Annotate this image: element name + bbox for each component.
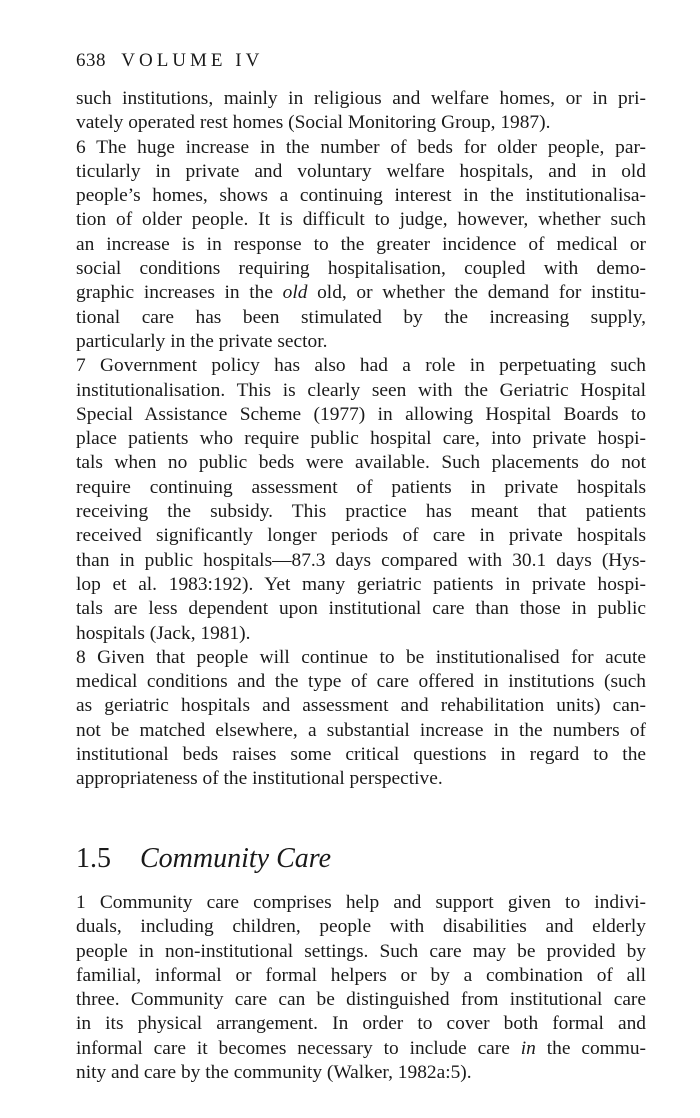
text-line: people’s homes, shows a continuing interest in the institutionalisa- [76, 185, 646, 207]
text-line: as geriatric hospitals and assessment and rehabilitation units) can- [76, 695, 646, 717]
text-line: vately operated rest homes (Social Monitoring Group, 1987). [76, 112, 551, 134]
text-segment: graphic increases in the [76, 282, 283, 304]
paragraph-1 [76, 891, 646, 1085]
text-line: ticularly in private and voluntary welfare hospitals, and in old [76, 160, 646, 182]
text-line: 1 Community care comprises help and support given to indivi- [76, 892, 646, 913]
text-line: not be matched elsewhere, a substantial increase in the numbers of [76, 719, 646, 741]
text-line: tion of older people. It is difficult to judge, however, whether such [76, 209, 646, 231]
section-body [76, 891, 646, 1085]
text-line: 7 Government policy has also had a role in perpetuating such [76, 355, 646, 377]
text-line: an increase is in response to the greater incidence of medical or [76, 233, 646, 255]
text-line: appropriateness of the institutional perspective. [76, 768, 443, 790]
text-line: duals, including children, people with disabilities and elderly [76, 916, 646, 938]
text-line: receiving the subsidy. This practice has meant that patients [76, 501, 646, 523]
paragraph-8 [76, 646, 646, 792]
text-line: nity and care by the community (Walker, 1982a:5). [76, 1062, 472, 1084]
text-line-mixed [76, 1037, 646, 1061]
italic-emphasis: in [520, 1037, 536, 1059]
text-line: institutionalisation. This is clearly seen with the Geriatric Hospital [76, 379, 646, 401]
text-segment: informal care it becomes necessary to include care [76, 1037, 521, 1059]
text-line: in its physical arrangement. In order to cover both formal and [76, 1013, 646, 1035]
section-number: 1.5 [76, 843, 111, 874]
text-line: 6 The huge increase in the number of beds for older people, par- [76, 136, 646, 158]
section-heading [76, 843, 331, 875]
text-line: institutional beds raises some critical questions in regard to the [76, 744, 646, 766]
page-number: 638 [76, 50, 106, 71]
paragraph-7 [76, 354, 646, 646]
text-line-mixed [76, 281, 646, 305]
text-line: lop et al. 1983:192). Yet many geriatric patients in private hospi- [76, 573, 646, 595]
text-line: tals when no public beds were available. Such placements do not [76, 452, 646, 474]
text-line: three. Community care can be distinguished from institutional care [76, 989, 646, 1011]
text-line: than in public hospitals—87.3 days compared with 30.1 days (Hys- [76, 549, 646, 571]
text-line: 8 Given that people will continue to be institutionalised for acute [76, 646, 646, 668]
text-line: require continuing assessment of patients in private hospitals [76, 476, 646, 498]
text-line: such institutions, mainly in religious and welfare homes, or in pri- [76, 88, 646, 109]
text-line: tals are less dependent upon institutional care than those in public [76, 598, 646, 620]
text-line: hospitals (Jack, 1981). [76, 622, 251, 644]
text-segment: old, or whether the demand for institu- [307, 282, 646, 304]
text-line: familial, informal or formal helpers or by a combination of all [76, 964, 646, 986]
paragraph-6 [76, 136, 646, 355]
text-line: social conditions requiring hospitalisation, coupled with demo- [76, 258, 646, 280]
text-line: received significantly longer periods of care in private hospitals [76, 525, 646, 547]
text-line: tional care has been stimulated by the increasing supply, [76, 306, 646, 328]
section-title: Community Care [140, 843, 332, 874]
running-head [76, 50, 263, 72]
volume-label: VOLUME IV [121, 50, 264, 71]
paragraph-intro [76, 87, 646, 136]
italic-emphasis: old [282, 282, 308, 304]
text-segment: the commu- [535, 1037, 646, 1059]
text-line: people in non-institutional settings. Such care may be provided by [76, 940, 646, 962]
body-text [76, 87, 646, 792]
text-line: place patients who require public hospital care, into private hospi- [76, 428, 646, 450]
text-line: Special Assistance Scheme (1977) in allowing Hospital Boards to [76, 403, 646, 425]
text-line: particularly in the private sector. [76, 330, 328, 352]
text-line: medical conditions and the type of care offered in institutions (such [76, 671, 646, 693]
